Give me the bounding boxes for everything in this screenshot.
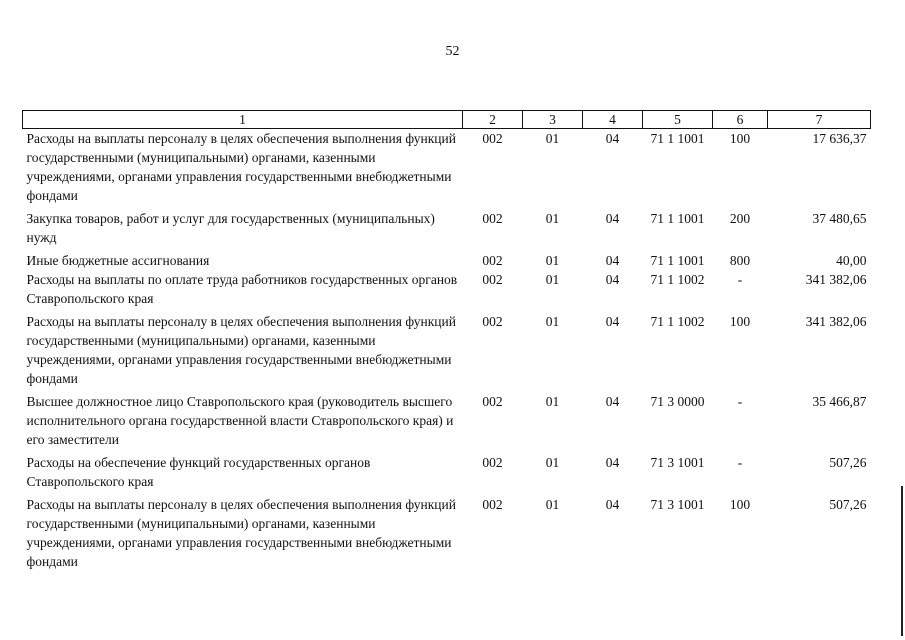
target-article-code: 71 1 1002 <box>650 314 705 329</box>
expense-name: Иные бюджетные ассигнования <box>26 253 210 268</box>
table-row <box>23 129 871 210</box>
column-header: 7 <box>768 111 871 129</box>
amount: 341 382,06 <box>805 272 867 287</box>
ministry-code: 002 <box>482 497 503 512</box>
scan-edge-mark <box>901 486 903 636</box>
amount: 40,00 <box>836 253 867 268</box>
table-row <box>23 251 871 270</box>
expense-type-code: - <box>737 455 743 470</box>
subsection-code: 04 <box>605 272 620 287</box>
ministry-code: 002 <box>482 314 503 329</box>
subsection-code: 04 <box>605 394 620 409</box>
column-header: 3 <box>523 111 583 129</box>
page-number: 52 <box>445 44 460 59</box>
subsection-code: 04 <box>605 253 620 268</box>
column-header: 1 <box>23 111 463 129</box>
section-code: 01 <box>545 497 560 512</box>
ministry-code: 002 <box>482 272 503 287</box>
expense-name: Высшее должностное лицо Ставропольского края (руководитель высшего исполнительного органа государственной власти Ставропольского края) и его заместители <box>26 394 454 447</box>
subsection-code: 04 <box>605 455 620 470</box>
column-header: 5 <box>643 111 713 129</box>
header-row <box>23 111 871 129</box>
amount: 507,26 <box>829 455 867 470</box>
expense-name: Расходы на выплаты персоналу в целях обеспечения выполнения функций государственными (муниципальными) органами, казенными учреждениями, органами управления государственными внебюджетными фондами <box>26 314 456 386</box>
subsection-code: 04 <box>605 314 620 329</box>
target-article-code: 71 1 1002 <box>650 272 705 287</box>
table-row <box>23 270 871 312</box>
expense-name: Расходы на выплаты персоналу в целях обеспечения выполнения функций государственными (муниципальными) органами, казенными учреждениями, органами управления государственными внебюджетными фондами <box>26 131 456 203</box>
amount: 37 480,65 <box>812 211 867 226</box>
column-header: 2 <box>463 111 523 129</box>
expense-type-code: - <box>737 272 743 287</box>
section-code: 01 <box>545 131 560 146</box>
ministry-code: 002 <box>482 131 503 146</box>
expense-type-code: 100 <box>729 131 751 146</box>
target-article-code: 71 1 1001 <box>650 253 705 268</box>
ministry-code: 002 <box>482 394 503 409</box>
table-row <box>23 495 871 575</box>
section-code: 01 <box>545 455 560 470</box>
target-article-code: 71 3 0000 <box>650 394 705 409</box>
expense-type-code: 200 <box>729 211 751 226</box>
section-code: 01 <box>545 272 560 287</box>
expense-type-code: 800 <box>729 253 751 268</box>
table-row <box>23 453 871 495</box>
column-header: 6 <box>713 111 768 129</box>
expense-name: Расходы на обеспечение функций государственных органов Ставропольского края <box>26 455 371 489</box>
table-row <box>23 312 871 392</box>
ministry-code: 002 <box>482 253 503 268</box>
table-row <box>23 392 871 453</box>
subsection-code: 04 <box>605 497 620 512</box>
budget-table <box>22 110 871 575</box>
section-code: 01 <box>545 394 560 409</box>
target-article-code: 71 3 1001 <box>650 455 705 470</box>
section-code: 01 <box>545 211 560 226</box>
subsection-code: 04 <box>605 131 620 146</box>
target-article-code: 71 1 1001 <box>650 211 705 226</box>
expense-name: Расходы на выплаты по оплате труда работников государственных органов Ставропольского края <box>26 272 458 306</box>
expense-type-code: 100 <box>729 314 751 329</box>
expense-type-code: - <box>737 394 743 409</box>
amount: 341 382,06 <box>805 314 867 329</box>
amount: 17 636,37 <box>812 131 867 146</box>
amount: 507,26 <box>829 497 867 512</box>
amount: 35 466,87 <box>812 394 867 409</box>
expense-type-code: 100 <box>729 497 751 512</box>
expense-name: Расходы на выплаты персоналу в целях обеспечения выполнения функций государственными (муниципальными) органами, казенными учреждениями, органами управления государственными внебюджетными фондами <box>26 497 456 569</box>
ministry-code: 002 <box>482 455 503 470</box>
section-code: 01 <box>545 314 560 329</box>
target-article-code: 71 3 1001 <box>650 497 705 512</box>
ministry-code: 002 <box>482 211 503 226</box>
column-header: 4 <box>583 111 643 129</box>
target-article-code: 71 1 1001 <box>650 131 705 146</box>
section-code: 01 <box>545 253 560 268</box>
table-row <box>23 209 871 251</box>
expense-name: Закупка товаров, работ и услуг для государственных (муниципальных) нужд <box>26 211 435 245</box>
subsection-code: 04 <box>605 211 620 226</box>
